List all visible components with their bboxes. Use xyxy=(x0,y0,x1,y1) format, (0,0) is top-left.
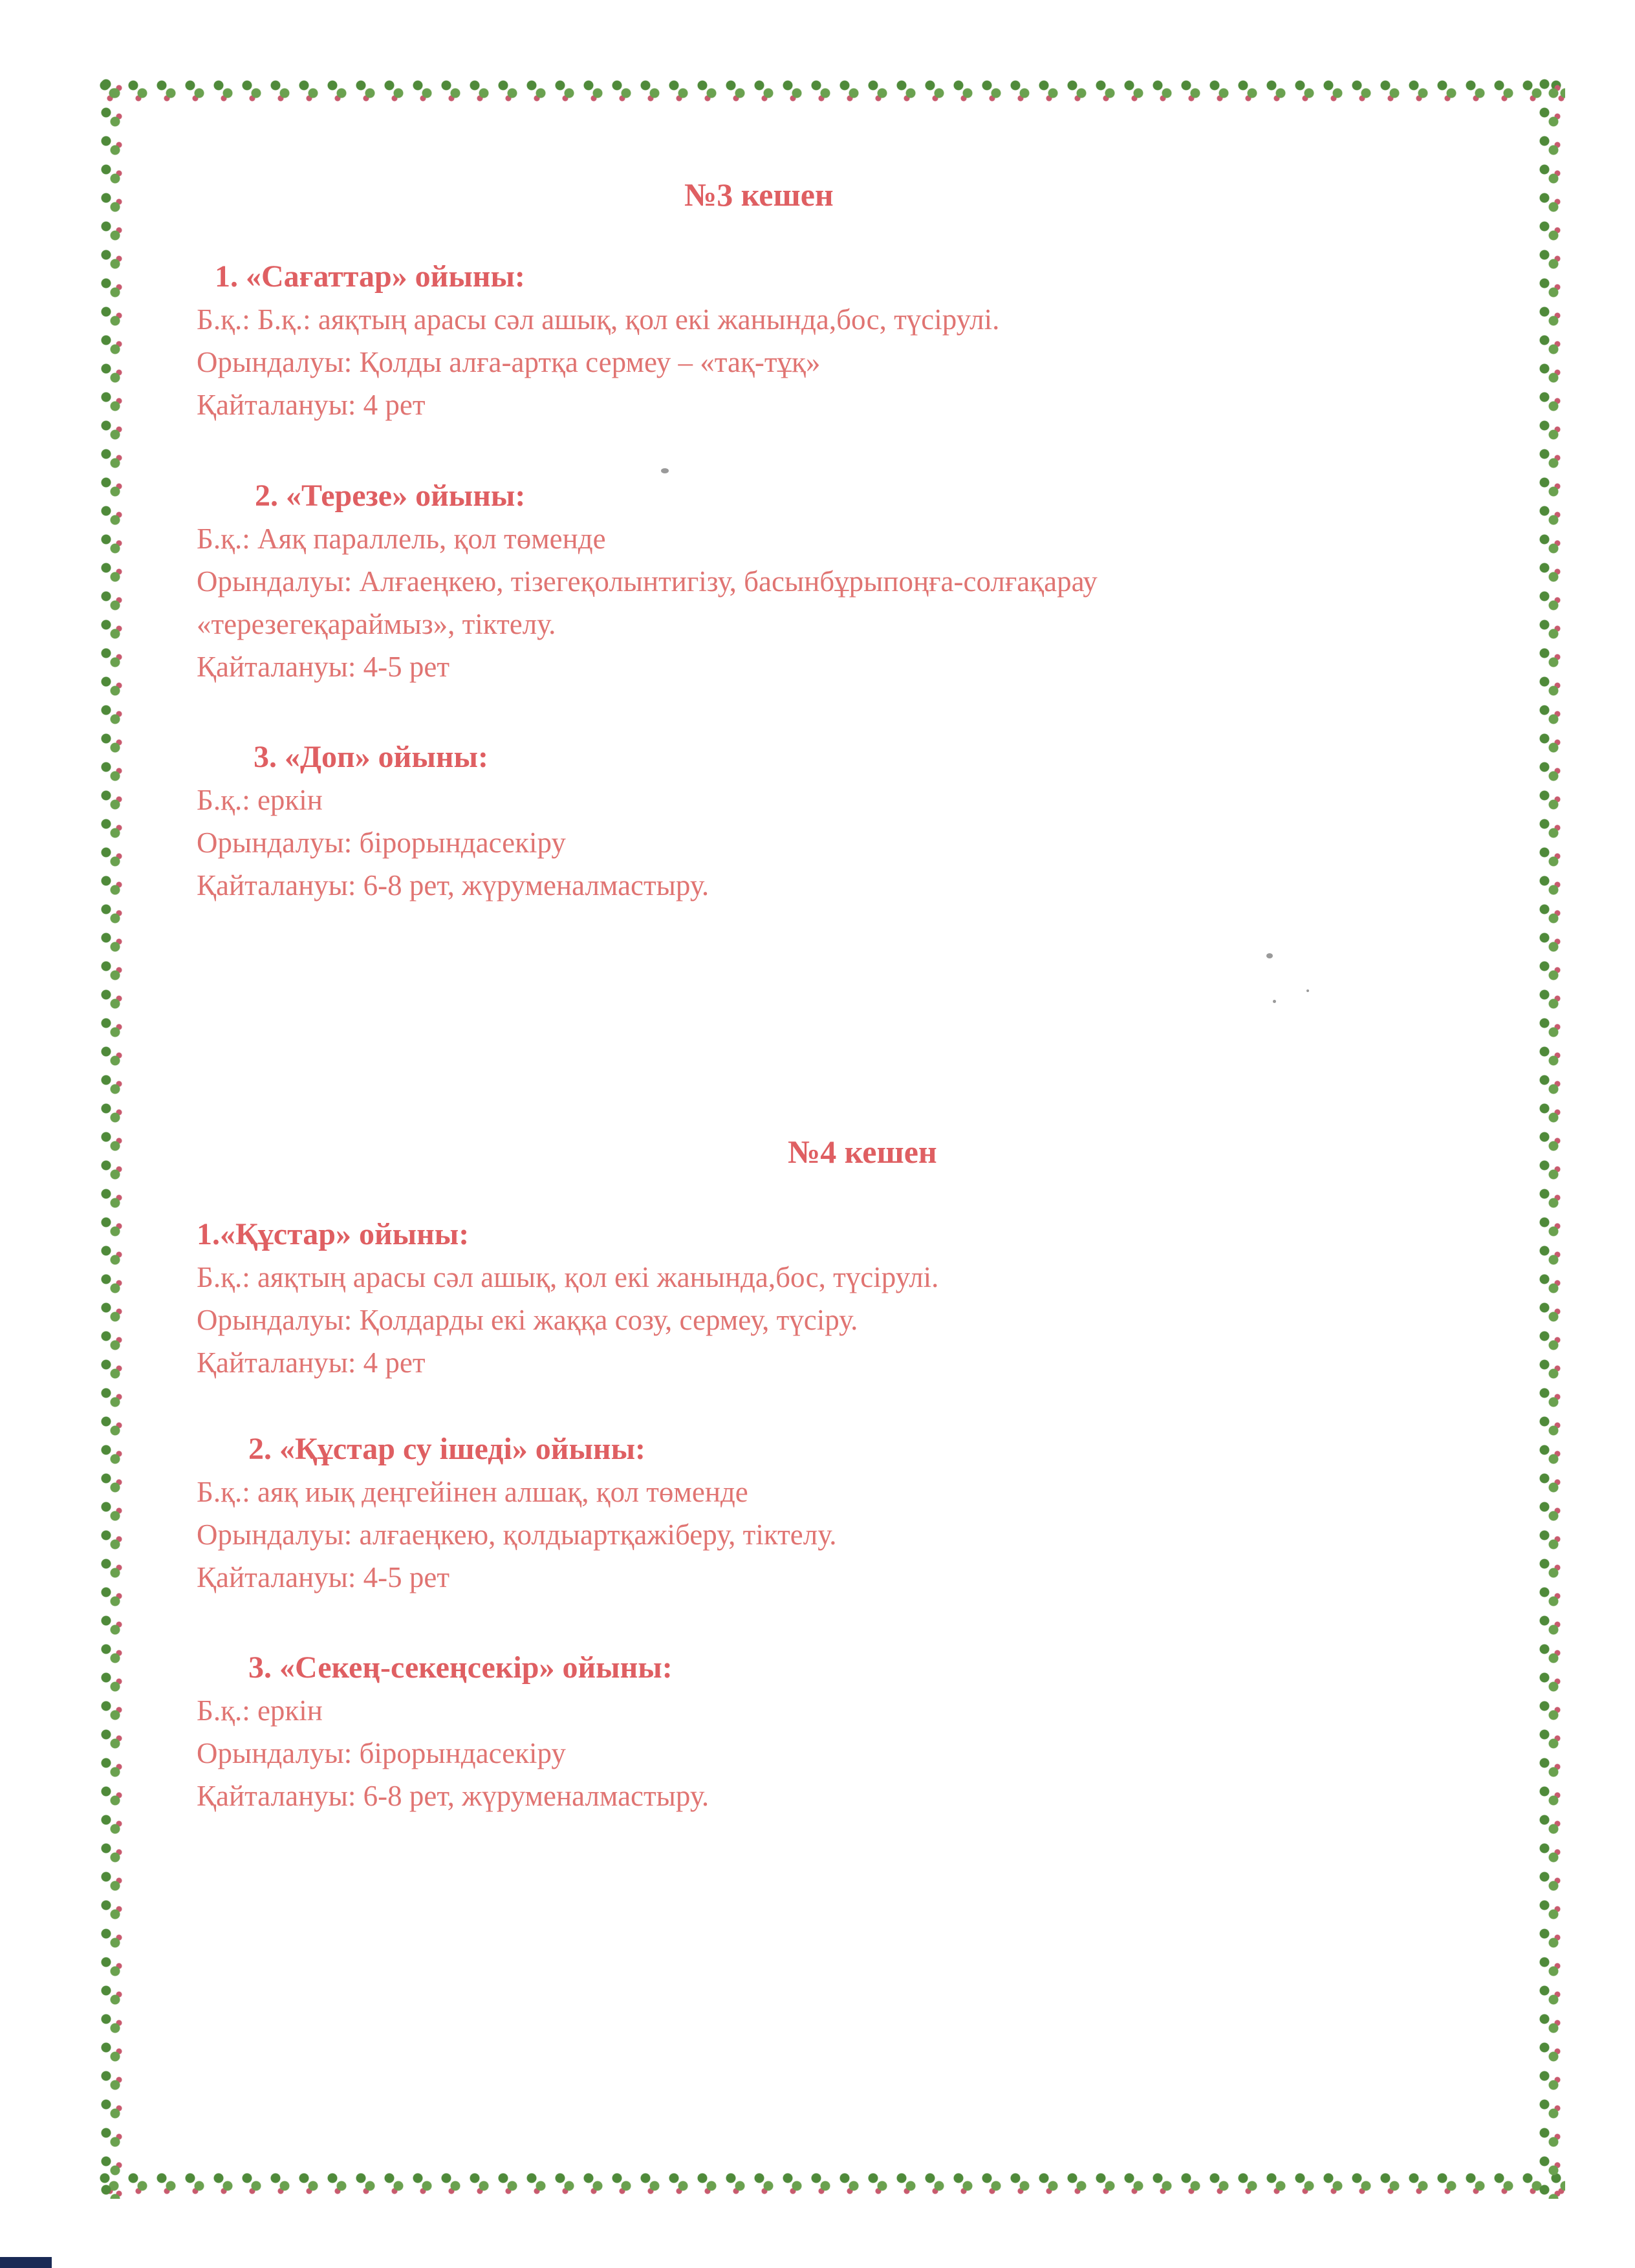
item-line: Б.қ.: Аяқ параллель, қол төменде xyxy=(197,523,606,555)
item-line: Қайталануы: 4 рет xyxy=(197,1346,426,1379)
item-title: 3. «Доп» ойыны: xyxy=(254,740,488,774)
complex4-item-2 xyxy=(197,1428,1425,1599)
item-line: Орындалуы: бірорындасекіру xyxy=(197,826,566,859)
item-line: Орындалуы: алғаеңкею, қолдыартқажіберу, тіктелу. xyxy=(197,1518,837,1551)
item-title: 2. «Терезе» ойыны: xyxy=(255,479,526,513)
item-line: Қайталануы: 6-8 рет, жүруменалмастыру. xyxy=(197,869,709,902)
item-line: Қайталануы: 4-5 рет xyxy=(197,651,450,683)
item-line: Қайталануы: 4 рет xyxy=(197,389,426,421)
item-title: 2. «Құстар су ішеді» ойыны: xyxy=(248,1432,646,1466)
complex4-heading: №4 кешен xyxy=(788,1134,937,1170)
scan-speck xyxy=(661,468,669,473)
item-line: Орындалуы: бірорындасекіру xyxy=(197,1737,566,1769)
item-line: Орындалуы: Қолды алға-артқа сермеу – «тақ-тұқ» xyxy=(197,346,821,378)
complex3-item-3 xyxy=(197,736,1425,907)
item-line: Б.қ.: аяқтың арасы сәл ашық, қол екі жанында,бос, түсірулі. xyxy=(197,1261,939,1293)
item-line: Қайталануы: 4-5 рет xyxy=(197,1561,450,1593)
scan-speck xyxy=(1266,953,1273,958)
complex3-item-1 xyxy=(197,255,1425,426)
complex4-item-3 xyxy=(197,1647,1425,1817)
item-title: 1. «Сағаттар» ойыны: xyxy=(215,259,525,294)
item-line: Б.қ.: Б.қ.: аяқтың арасы сәл ашық, қол екі жанында,бос, түсірулі. xyxy=(197,303,1000,336)
scan-speck xyxy=(1273,1000,1276,1003)
item-line: Қайталануы: 6-8 рет, жүруменалмастыру. xyxy=(197,1780,709,1812)
complex3-item-2 xyxy=(197,475,1425,688)
item-line: Б.қ.: еркін xyxy=(197,1694,323,1727)
item-title: 1.«Құстар» ойыны: xyxy=(197,1217,470,1251)
item-line: «терезегеқараймыз», тіктелу. xyxy=(197,608,556,640)
scan-speck xyxy=(1306,989,1309,992)
complex3-heading: №3 кешен xyxy=(684,177,834,213)
item-line: Орындалуы: Алғаеңкею, тізегеқолынтигізу, басынбұрыпоңға-солғақарау xyxy=(197,565,1098,598)
item-line: Б.қ.: аяқ иық деңгейінен алшақ, қол төменде xyxy=(197,1476,748,1508)
item-line: Б.қ.: еркін xyxy=(197,784,323,816)
item-title: 3. «Секең-секеңсекір» ойыны: xyxy=(248,1650,673,1685)
item-line: Орындалуы: Қолдарды екі жаққа созу, сермеу, түсіру. xyxy=(197,1304,858,1336)
scan-corner-mark xyxy=(0,2257,52,2268)
complex4-item-1 xyxy=(197,1213,1425,1384)
